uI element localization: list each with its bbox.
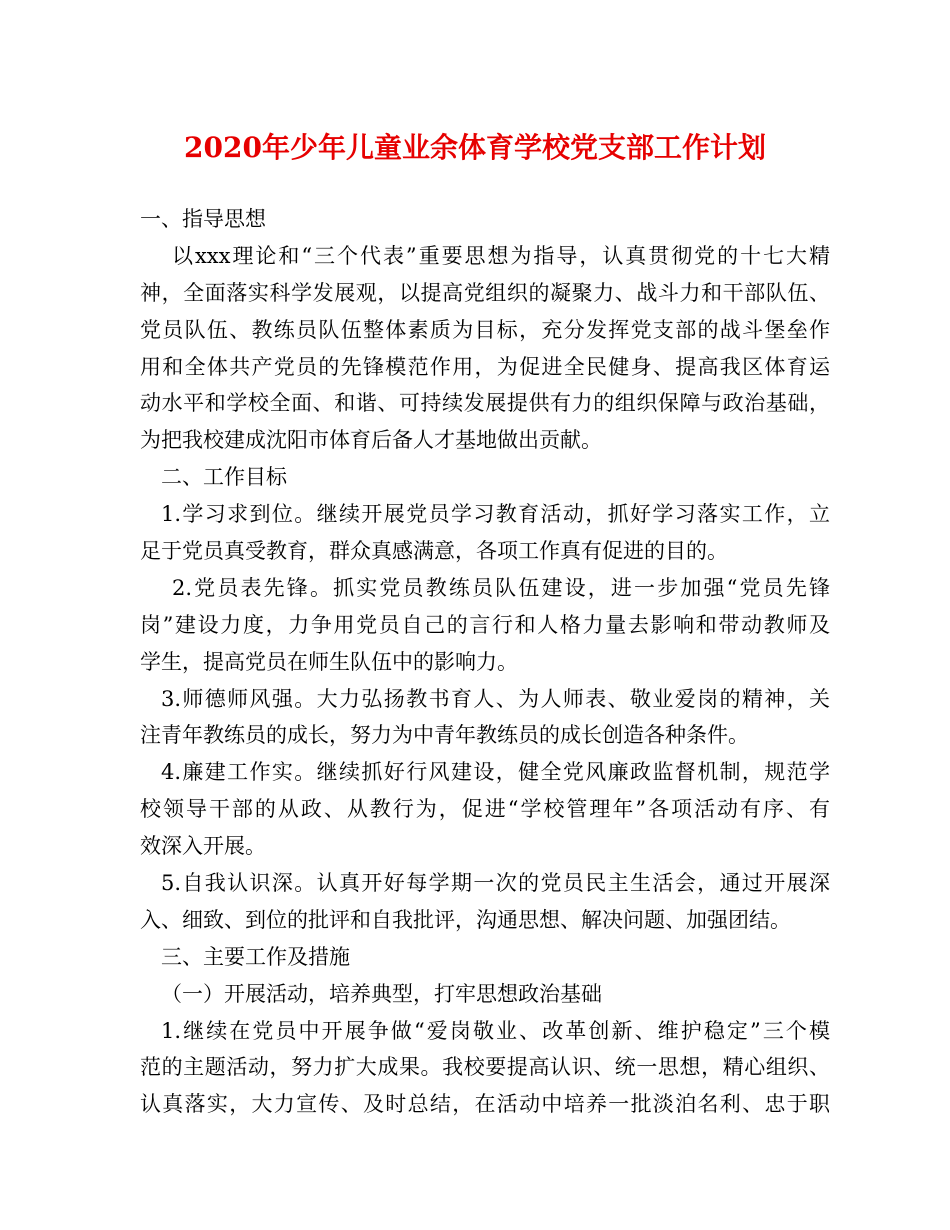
document-body [140,201,830,1123]
paragraph-line: 3.师德师风强。大力弘扬教书育人、为人师表、敬业爱岗的精神，关 [161,686,830,711]
paragraph-line: 效深入开展。 [140,834,266,859]
paragraph-line: 注青年教练员的成长，努力为中青年教练员的成长创造各种条件。 [140,723,749,748]
paragraph-line: 1.继续在党员中开展争做“爱岗敬业、改革创新、维护稳定”三个模 [161,1018,830,1043]
paragraph-line: 认真落实，大力宣传、及时总结，在活动中培养一批淡泊名利、忠于职 [140,1092,830,1117]
paragraph-line: 岗”建设力度，力争用党员自己的言行和人格力量去影响和带动教师及 [140,612,830,637]
paragraph-line: 足于党员真受教育，群众真感满意，各项工作真有促进的目的。 [140,539,728,564]
paragraph-line: 党员队伍、教练员队伍整体素质为目标，充分发挥党支部的战斗堡垒作 [140,317,830,342]
paragraph-line: 范的主题活动，努力扩大成果。我校要提高认识、统一思想，精心组织、 [140,1055,830,1080]
document-title: 2020年少年儿童业余体育学校党支部工作计划 [184,131,766,164]
section-heading-guiding-ideology: 一、指导思想 [140,207,266,231]
section-heading-work-goals: 二、工作目标 [161,465,287,490]
paragraph-line: 1.学习求到位。继续开展党员学习教育活动，抓好学习落实工作，立 [161,502,830,527]
paragraph-line: 入、细致、到位的批评和自我批评，沟通思想、解决问题、加强团结。 [140,907,791,932]
paragraph-line: 5.自我认识深。认真开好每学期一次的党员民主生活会，通过开展深 [161,871,830,896]
paragraph-line: 学生，提高党员在师生队伍中的影响力。 [140,649,518,674]
paragraph-line: 校领导干部的从政、从教行为，促进“学校管理年”各项活动有序、有 [140,797,830,822]
paragraph-line: 神，全面落实科学发展观，以提高党组织的凝聚力、战斗力和干部队伍、 [140,280,830,305]
section-heading-main-work: 三、主要工作及措施 [161,944,350,969]
paragraph-line: 用和全体共产党员的先锋模范作用，为促进全民健身、提高我区体育运 [140,354,830,379]
paragraph-line: 2.党员表先锋。抓实党员教练员队伍建设，进一步加强“党员先锋 [172,575,830,600]
paragraph-line: 动水平和学校全面、和谐、可持续发展提供有力的组织保障与政治基础， [140,391,830,416]
paragraph-line: 4.廉建工作实。继续抓好行风建设，健全党风廉政监督机制，规范学 [161,760,830,785]
paragraph-line: 为把我校建成沈阳市体育后备人才基地做出贡献。 [140,428,602,453]
subsection-heading: （一）开展活动，培养典型，打牢思想政治基础 [161,981,602,1006]
paragraph-line: 以xxx理论和“三个代表”重要思想为指导，认真贯彻党的十七大精 [172,243,830,268]
